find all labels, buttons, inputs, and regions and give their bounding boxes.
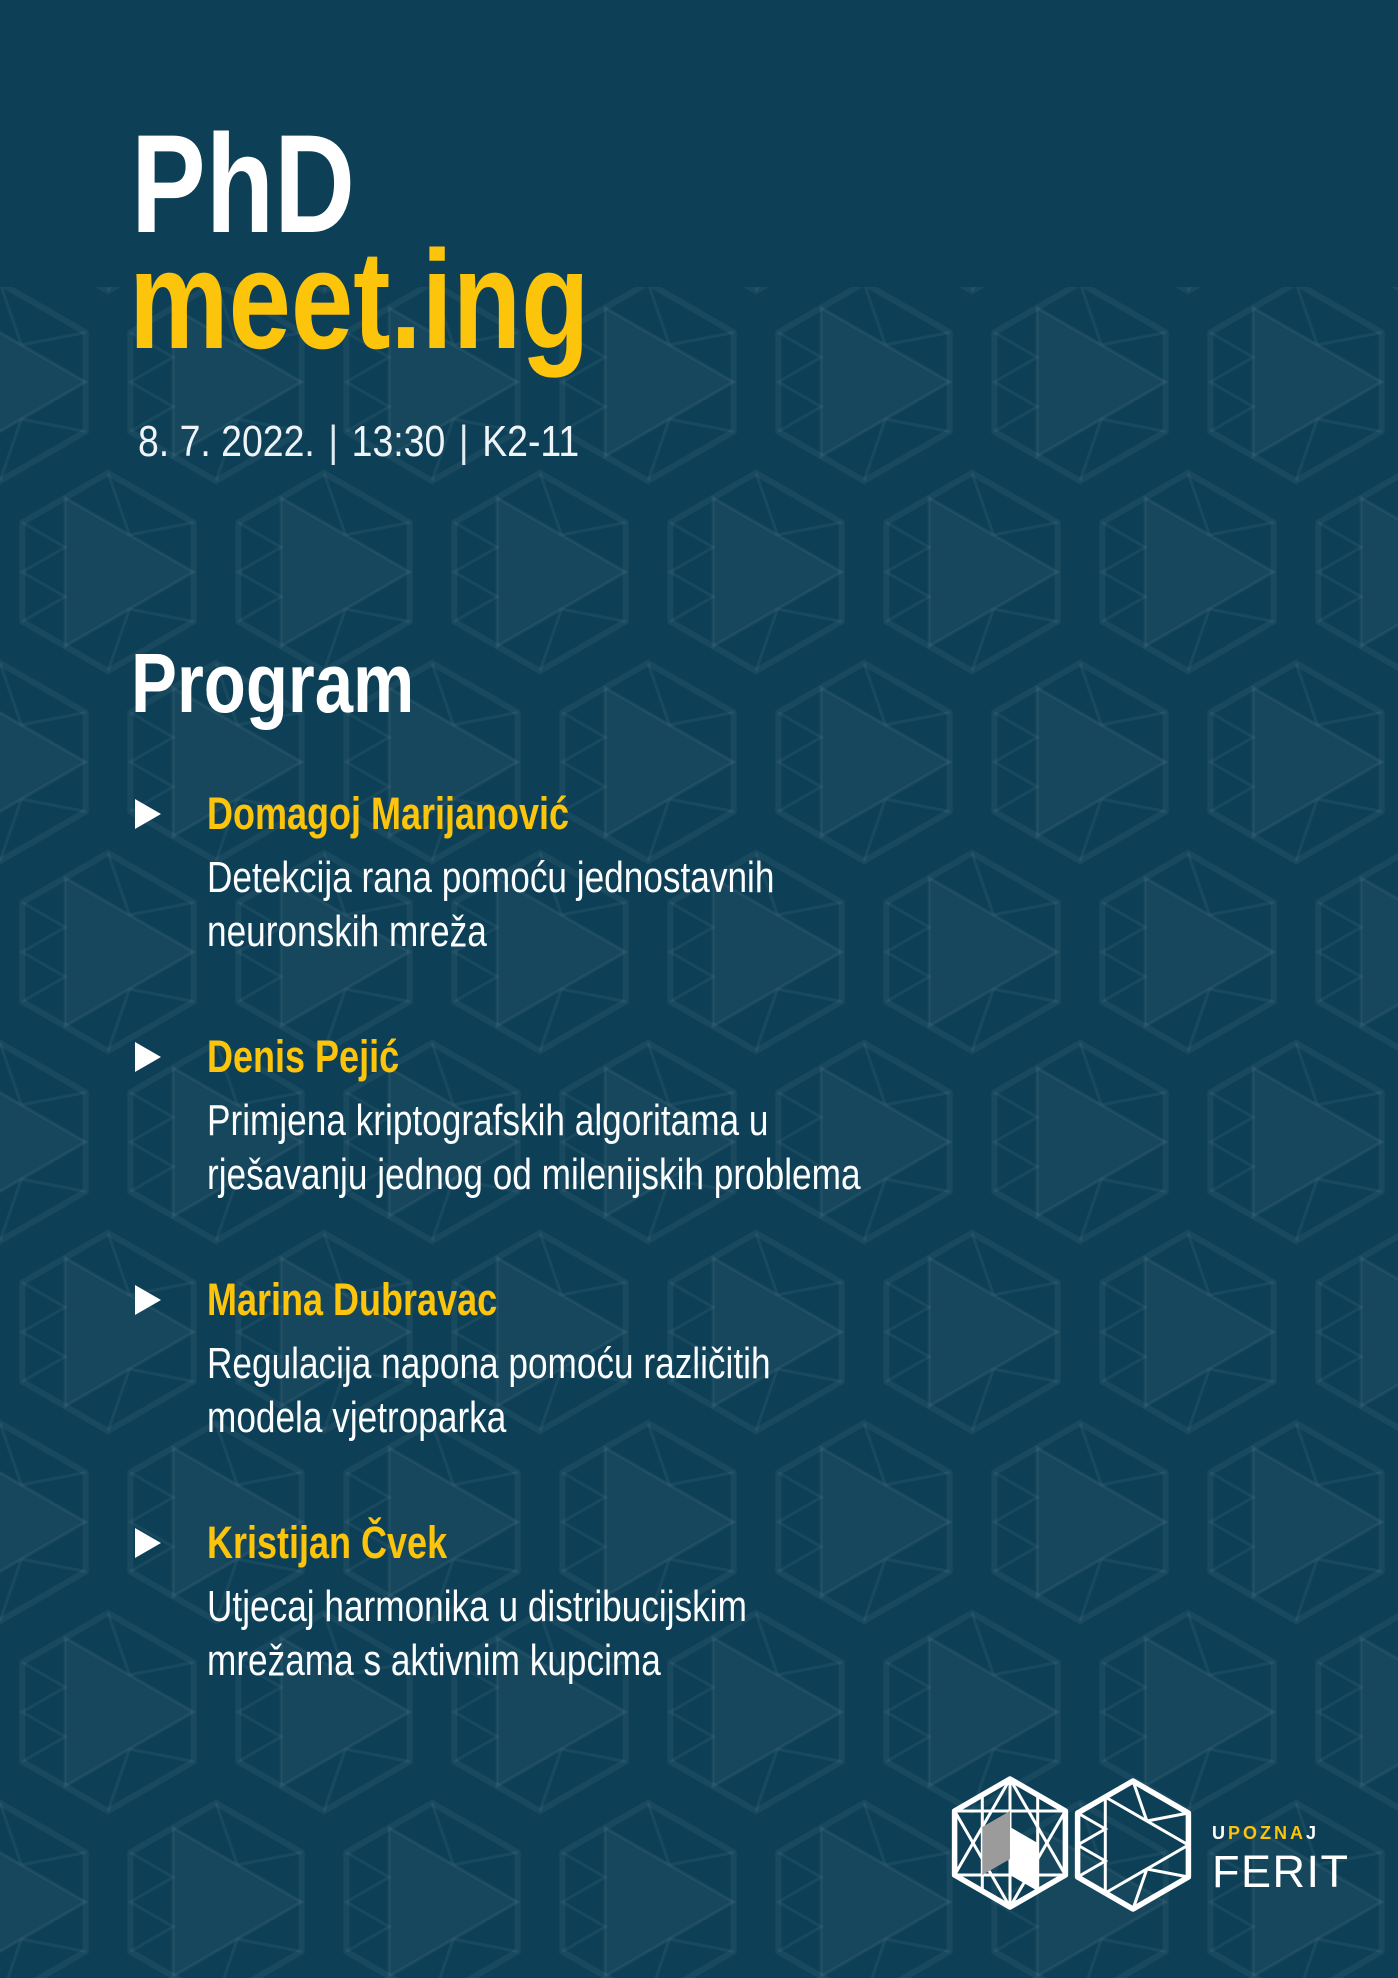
talk-title xyxy=(207,1580,747,1688)
talk-title-line: Detekcija rana pomoću jednostavnih xyxy=(207,853,775,902)
program-entry xyxy=(135,1032,1035,1202)
bullet-triangle-icon xyxy=(135,1528,161,1558)
program-entry xyxy=(135,1518,1035,1688)
talk-title-line: rješavanju jednog od milenijskih problema xyxy=(207,1150,861,1199)
talk-title xyxy=(207,851,774,959)
program-heading: Program xyxy=(131,636,415,730)
event-location: K2-11 xyxy=(482,417,580,466)
tagline-prefix: U xyxy=(1212,1823,1228,1843)
speaker-name: Kristijan Čvek xyxy=(207,1517,448,1568)
talk-title-line: Regulacija napona pomoću različitih xyxy=(207,1339,771,1388)
ferit-logo-play-hexagon-icon xyxy=(1078,1781,1189,1909)
entry-text xyxy=(207,1275,911,1445)
speaker-name: Marina Dubravac xyxy=(207,1274,498,1325)
program-list xyxy=(135,789,1035,1761)
ferit-brand-text xyxy=(1212,1822,1350,1897)
talk-title-line: Primjena kriptografskih algoritama u xyxy=(207,1096,769,1145)
event-date: 8. 7. 2022. xyxy=(138,417,315,466)
upoznaj-tagline xyxy=(1212,1822,1350,1844)
talk-title xyxy=(207,1337,771,1445)
tagline-highlight: POZNA xyxy=(1228,1823,1306,1843)
bullet-triangle-icon xyxy=(135,1285,161,1315)
entry-text xyxy=(207,1032,1024,1202)
program-entry xyxy=(135,1275,1035,1445)
ferit-wordmark: FERIT xyxy=(1212,1846,1350,1897)
talk-title xyxy=(207,1094,861,1202)
event-details xyxy=(138,417,580,466)
speaker-name: Denis Pejić xyxy=(207,1031,400,1082)
program-entry xyxy=(135,789,1035,959)
separator-pipe: | xyxy=(458,417,469,466)
event-title-line2: meet.ing xyxy=(129,221,590,378)
bullet-triangle-icon xyxy=(135,799,161,829)
tagline-suffix: J xyxy=(1306,1823,1320,1843)
event-title-line1: PhD xyxy=(131,105,355,262)
talk-title-line: mrežama s aktivnim kupcima xyxy=(207,1636,661,1685)
speaker-name: Domagoj Marijanović xyxy=(207,788,570,839)
talk-title-line: modela vjetroparka xyxy=(207,1393,507,1442)
entry-text xyxy=(207,1518,882,1688)
bullet-triangle-icon xyxy=(135,1042,161,1072)
talk-title-line: neuronskih mreža xyxy=(207,907,487,956)
ferit-logo-cube-hexagon-icon xyxy=(955,1779,1066,1907)
ferit-logo xyxy=(950,1775,1200,1915)
entry-text xyxy=(207,789,916,959)
separator-pipe: | xyxy=(328,417,339,466)
talk-title-line: Utjecaj harmonika u distribucijskim xyxy=(207,1582,747,1631)
event-time: 13:30 xyxy=(351,417,446,466)
